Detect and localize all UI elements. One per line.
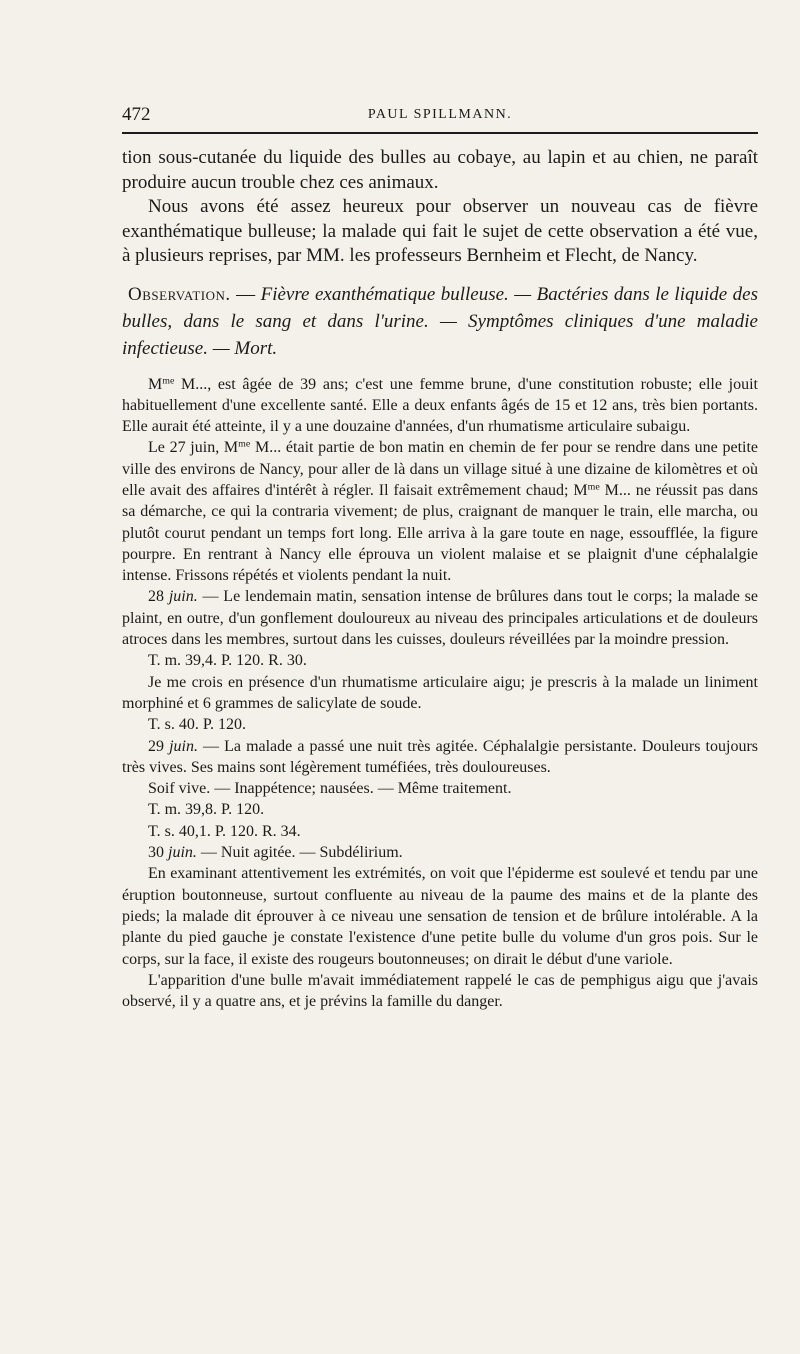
page-body: [122, 146, 758, 1012]
case-intro: [122, 374, 758, 438]
june27-text-b: M... était partie de bon matin en chemin de fer pour se rendre dans une petite ville des environs de Nancy, pour aller de là dans un village situé à une dizaine de kilomètres et où elle avait des affaires d'intérêt à régler. Il faisait extrêmement chaud; M: [122, 439, 759, 499]
case-diagnosis: Je me crois en présence d'un rhumatisme articulaire aigu; je prescris à la malade un liniment morphiné et 6 grammes de salicylate de soude.: [122, 673, 758, 712]
case-june-27: [122, 437, 758, 586]
page-number: 472: [122, 104, 151, 125]
header-rule: [122, 132, 758, 134]
june28-text: — Le lendemain matin, sensation intense de brûlures dans tout le corps; la malade se plaint, en outre, d'un gonflement douloureux au niveau des principales articulations et de douleurs atroces dans les membres, surtout dans les cuisses, douleurs réveillées par la moindre pression.: [122, 588, 759, 649]
vitals-line: T. s. 40. P. 120.: [148, 716, 246, 734]
observation-heading: [122, 281, 758, 362]
vitals-line: T. m. 39,8. P. 120.: [148, 801, 265, 819]
honorific: M: [148, 375, 163, 393]
vitals-line: T. m. 39,4. P. 120. R. 30.: [148, 652, 307, 670]
date-day: 29: [148, 737, 170, 755]
date-month: juin.: [168, 844, 197, 862]
case-thirst: Soif vive. — Inappétence; nausées. — Même traitement.: [148, 780, 512, 798]
section-gap: [122, 269, 758, 281]
observation-label: Observation.: [128, 283, 231, 305]
case-june-30: [122, 842, 758, 863]
running-head: PAUL SPILLMANN.: [367, 107, 513, 122]
honorific-sup: me: [238, 438, 251, 450]
case-june-28: [122, 586, 758, 650]
date-month: juin.: [168, 588, 198, 606]
date-day: 28: [148, 588, 169, 606]
case-closing: L'apparition d'une bulle m'avait immédiatement rappelé le cas de pemphigus aigu que j'avais observé, il y a quatre ans, et je prévins la famille du danger.: [122, 971, 758, 1011]
june29-text: — La malade a passé une nuit très agitée. Céphalalgie persistante. Douleurs toujours très vives. Ses mains sont légèrement tuméfiées, très douloureuses.: [122, 737, 758, 776]
vitals-line: T. s. 40,1. P. 120. R. 34.: [148, 822, 301, 840]
paragraph-new-case: Nous avons été assez heureux pour observer un nouveau cas de fièvre exanthématique bulleuse; la malade qui fait le sujet de cette observation a été vue, à plusieurs reprises, par MM. les professeurs Bernheim et Flecht, de Nancy.: [122, 196, 758, 266]
date-day: 30: [148, 844, 168, 862]
honorific-sup: me: [587, 481, 600, 493]
page-header: [122, 104, 758, 130]
case-intro-text: M..., est âgée de 39 ans; c'est une femme brune, d'une constitution robuste; elle jouit habituellement d'une excellente santé. Elle a deux enfants âgés de 15 et 12 ans, très bien portants. Elle aurait été atteinte, il y a une douzaine d'années, d'un rhumatisme articulaire subaigu.: [122, 375, 758, 436]
date-month: juin.: [169, 737, 198, 755]
honorific-sup: me: [162, 375, 175, 387]
june30-text: — Nuit agitée. — Subdélirium.: [196, 844, 403, 862]
case-june-29: [122, 736, 758, 779]
case-examination: En examinant attentivement les extrémités, on voit que l'épiderme est soulevé et tendu par une éruption boutonneuse, surtout confluente au niveau de la paume des mains et de la plante des pieds; la malade dit éprouver à ce niveau une sensation de tension et de brûlure intolérable. A la plante du pied gauche je constate l'existence d'une petite bulle du volume d'un gros pois. Sur le corps, sur la face, il existe des rougeurs boutonneuses; on dirait le début d'une variole.: [122, 865, 758, 968]
section-gap: [122, 362, 758, 374]
observation-dash: —: [230, 283, 261, 305]
june27-text-a: Le 27 juin, M: [148, 439, 239, 457]
june27-text-c: M... ne réussit pas dans sa démarche, ce qui la contraria vivement; de plus, craignant de manquer le train, elle marcha, ou plutôt courut pendant un temps fort long. Elle arriva à la gare toute en nage, essoufflée, la figure pourpre. En rentrant à Nancy elle éprouva un violent malaise et se plaignit d'une céphalalgie intense. Frissons répétés et violents pendant la nuit.: [122, 481, 758, 585]
paragraph-continuation: tion sous-cutanée du liquide des bulles au cobaye, au lapin et au chien, ne paraît produire aucun trouble chez ces animaux.: [122, 147, 758, 193]
observation-title: Fièvre exanthématique bulleuse. — Bactéries dans le liquide des bulles, dans le sang et dans l'urine. — Symptômes cliniques d'une maladie infectieuse. — Mort.: [122, 283, 758, 359]
